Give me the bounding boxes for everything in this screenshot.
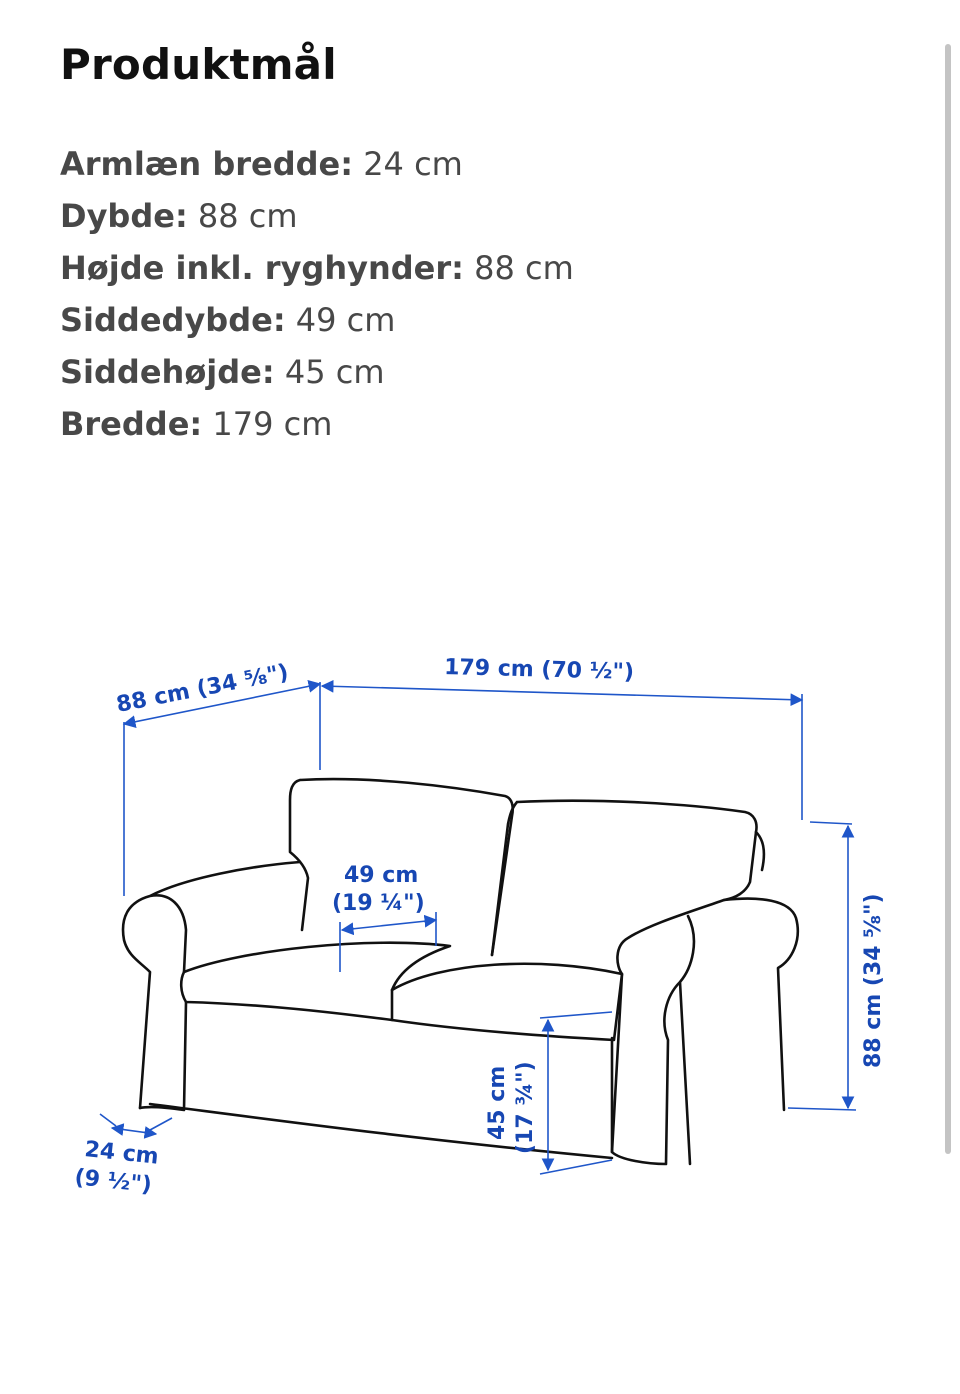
left-armrest — [123, 862, 300, 1108]
depth-dimension-label: 88 cm (34 ⅝") — [114, 660, 291, 718]
armrest-width-in-label: (9 ½") — [73, 1165, 153, 1199]
sofa-dimension-diagram — [0, 600, 960, 1240]
spec-value: 88 cm — [187, 197, 298, 235]
product-dimensions-list — [60, 138, 574, 450]
seat-height-cm-label: 45 cm — [485, 1065, 510, 1140]
spec-value: 24 cm — [353, 145, 463, 183]
spec-value: 88 cm — [463, 249, 574, 287]
right-armrest — [612, 899, 798, 1164]
vertical-scrollbar[interactable] — [945, 44, 951, 1154]
spec-label: Siddedybde: — [60, 301, 286, 339]
spec-width — [60, 398, 574, 450]
page-title: Produktmål — [60, 40, 337, 89]
seat-depth-cm-label: 49 cm — [344, 863, 419, 888]
sofa-illustration — [123, 779, 798, 1164]
seat-cushion-right — [392, 964, 622, 1040]
back-cushion-right — [492, 801, 757, 955]
spec-armrest-width — [60, 138, 574, 190]
armrest-width-cm-label: 24 cm — [83, 1137, 160, 1170]
spec-label: Højde inkl. ryghynder: — [60, 249, 464, 287]
spec-value: 45 cm — [274, 353, 385, 391]
spec-label: Siddehøjde: — [60, 353, 275, 391]
sofa-base — [140, 1002, 612, 1158]
spec-height-incl-back-cushions — [60, 242, 574, 294]
height-dimension-label: 88 cm (34 ⅝") — [861, 893, 886, 1068]
spec-value: 179 cm — [202, 405, 333, 443]
spec-label: Armlæn bredde: — [60, 145, 354, 183]
seat-depth-in-label: (19 ¼") — [332, 891, 425, 916]
spec-depth — [60, 190, 574, 242]
spec-value: 49 cm — [285, 301, 396, 339]
spec-label: Dybde: — [60, 197, 188, 235]
seat-height-in-label: (17 ¾") — [513, 1061, 538, 1154]
width-dimension-label: 179 cm (70 ½") — [443, 655, 635, 685]
spec-seat-height — [60, 346, 574, 398]
dimension-lines — [100, 682, 856, 1174]
sofa-back-right-edge — [756, 832, 764, 870]
spec-label: Bredde: — [60, 405, 203, 443]
spec-seat-depth — [60, 294, 574, 346]
